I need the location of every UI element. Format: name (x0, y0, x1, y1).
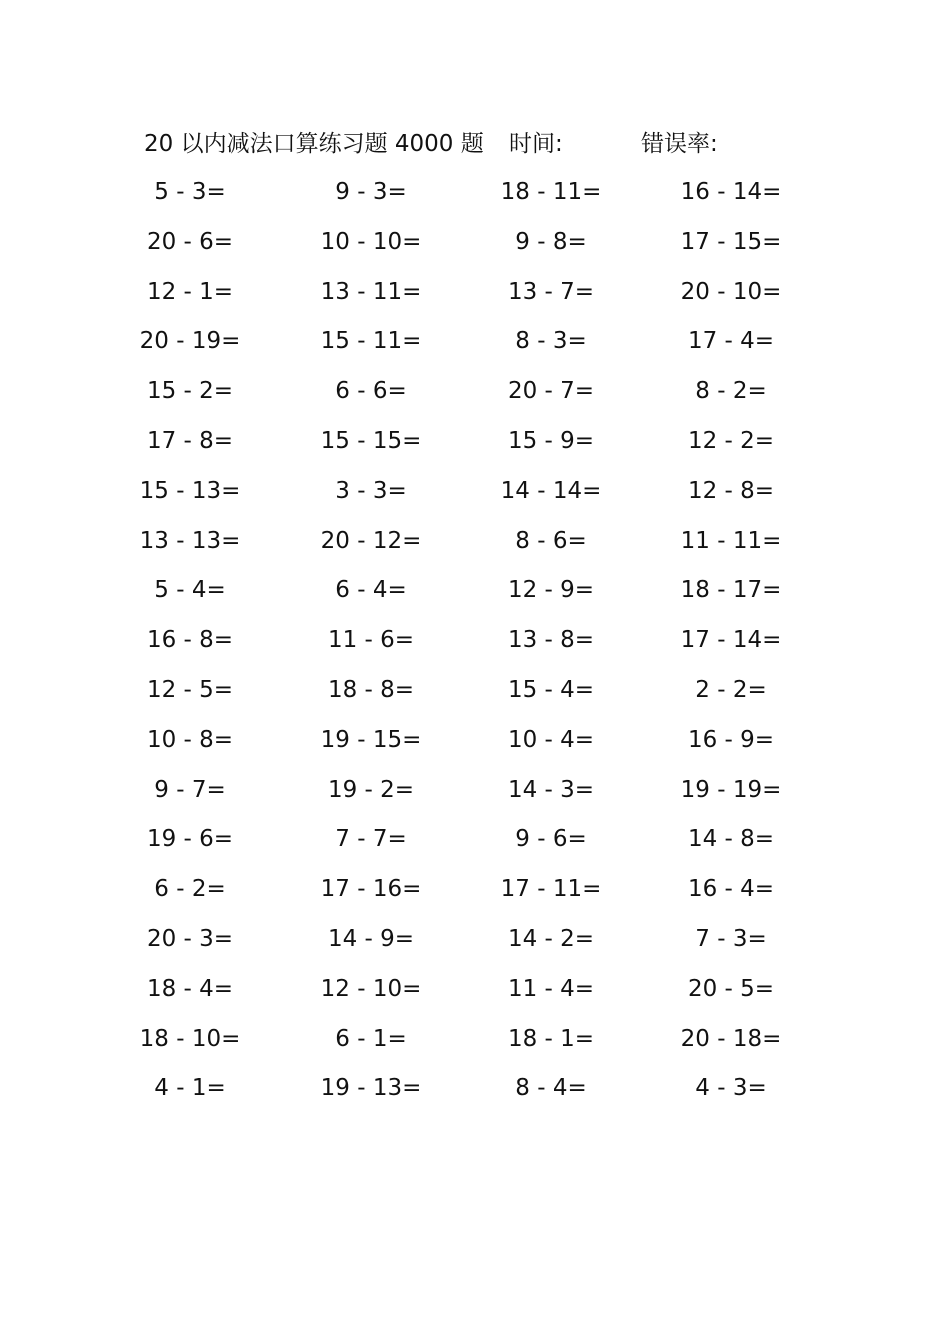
problem-cell: 19 - 2= (327, 776, 415, 803)
problem-cell: 20 - 5= (687, 975, 775, 1002)
problem-cell: 6 - 2= (154, 876, 226, 903)
problem-cell: 10 - 4= (507, 726, 595, 753)
problem-cell: 7 - 3= (695, 925, 767, 952)
problem-row (0, 222, 950, 272)
problem-cell: 17 - 16= (320, 876, 422, 903)
problem-row (0, 521, 950, 571)
problem-cell: 11 - 6= (327, 627, 415, 654)
problem-cell: 20 - 10= (680, 278, 782, 305)
problem-cell: 8 - 6= (515, 527, 587, 554)
problem-cell: 14 - 14= (500, 477, 602, 504)
problem-cell: 6 - 6= (335, 378, 407, 405)
problem-cell: 9 - 8= (515, 228, 587, 255)
problem-cell: 20 - 19= (139, 328, 241, 355)
problem-cell: 12 - 2= (687, 427, 775, 454)
problem-row (0, 819, 950, 869)
problem-cell: 18 - 8= (327, 676, 415, 703)
problem-cell: 10 - 8= (146, 726, 234, 753)
problem-cell: 15 - 9= (507, 427, 595, 454)
problem-cell: 13 - 7= (507, 278, 595, 305)
problem-cell: 16 - 8= (146, 627, 234, 654)
problem-row (0, 272, 950, 322)
problem-row (0, 720, 950, 770)
problem-cell: 14 - 9= (327, 925, 415, 952)
problem-cell: 16 - 9= (687, 726, 775, 753)
problem-row (0, 770, 950, 820)
worksheet-title: 20 以内减法口算练习题 4000 题 (144, 131, 484, 157)
problem-cell: 20 - 18= (680, 1025, 782, 1052)
problem-row (0, 421, 950, 471)
problem-cell: 16 - 14= (680, 179, 782, 205)
problem-cell: 19 - 6= (146, 826, 234, 853)
problem-cell: 14 - 3= (507, 776, 595, 803)
problem-cell: 10 - 10= (320, 228, 422, 255)
problem-cell: 18 - 11= (500, 179, 602, 205)
problem-cell: 17 - 15= (680, 228, 782, 255)
problem-cell: 15 - 15= (320, 427, 422, 454)
problem-cell: 7 - 7= (335, 826, 407, 853)
time-label: 时间: (509, 131, 563, 157)
problem-row (0, 321, 950, 371)
problem-cell: 9 - 6= (515, 826, 587, 853)
problem-row (0, 1068, 950, 1118)
problem-cell: 12 - 5= (146, 676, 234, 703)
problem-row (0, 570, 950, 620)
problem-cell: 8 - 2= (695, 378, 767, 405)
problem-row (0, 471, 950, 521)
problem-cell: 14 - 8= (687, 826, 775, 853)
problem-cell: 18 - 4= (146, 975, 234, 1002)
problem-cell: 19 - 15= (320, 726, 422, 753)
problem-row (0, 620, 950, 670)
problem-cell: 11 - 11= (680, 527, 782, 554)
problem-cell: 18 - 17= (680, 577, 782, 604)
problem-cell: 15 - 2= (146, 378, 234, 405)
problem-cell: 12 - 1= (146, 278, 234, 305)
problem-cell: 8 - 3= (515, 328, 587, 355)
problem-cell: 15 - 11= (320, 328, 422, 355)
problem-cell: 17 - 4= (687, 328, 775, 355)
problem-cell: 14 - 2= (507, 925, 595, 952)
worksheet-header (0, 125, 950, 161)
problem-row (0, 869, 950, 919)
problem-grid (0, 172, 950, 1118)
problem-cell: 15 - 4= (507, 676, 595, 703)
problem-row (0, 172, 950, 222)
problem-cell: 18 - 10= (139, 1025, 241, 1052)
problem-cell: 20 - 12= (320, 527, 422, 554)
problem-cell: 2 - 2= (695, 676, 767, 703)
problem-row (0, 969, 950, 1019)
problem-cell: 18 - 1= (507, 1025, 595, 1052)
problem-cell: 15 - 13= (139, 477, 241, 504)
problem-row (0, 371, 950, 421)
problem-cell: 17 - 14= (680, 627, 782, 654)
problem-cell: 12 - 8= (687, 477, 775, 504)
problem-cell: 17 - 8= (146, 427, 234, 454)
problem-row (0, 1019, 950, 1069)
problem-cell: 12 - 10= (320, 975, 422, 1002)
problem-cell: 17 - 11= (500, 876, 602, 903)
problem-cell: 20 - 6= (146, 228, 234, 255)
problem-cell: 13 - 13= (139, 527, 241, 554)
problem-row (0, 919, 950, 969)
problem-cell: 4 - 1= (154, 1075, 226, 1102)
problem-cell: 19 - 13= (320, 1075, 422, 1102)
problem-cell: 12 - 9= (507, 577, 595, 604)
error-rate-label: 错误率: (641, 131, 718, 157)
problem-cell: 6 - 1= (335, 1025, 407, 1052)
problem-cell: 13 - 11= (320, 278, 422, 305)
problem-cell: 16 - 4= (687, 876, 775, 903)
problem-row (0, 670, 950, 720)
problem-cell: 19 - 19= (680, 776, 782, 803)
problem-cell: 8 - 4= (515, 1075, 587, 1102)
problem-cell: 5 - 4= (154, 577, 226, 604)
problem-cell: 9 - 3= (335, 179, 407, 205)
problem-cell: 11 - 4= (507, 975, 595, 1002)
problem-cell: 5 - 3= (154, 179, 226, 205)
problem-cell: 20 - 3= (146, 925, 234, 952)
problem-cell: 13 - 8= (507, 627, 595, 654)
problem-cell: 3 - 3= (335, 477, 407, 504)
problem-cell: 6 - 4= (335, 577, 407, 604)
problem-cell: 20 - 7= (507, 378, 595, 405)
problem-cell: 9 - 7= (154, 776, 226, 803)
problem-cell: 4 - 3= (695, 1075, 767, 1102)
